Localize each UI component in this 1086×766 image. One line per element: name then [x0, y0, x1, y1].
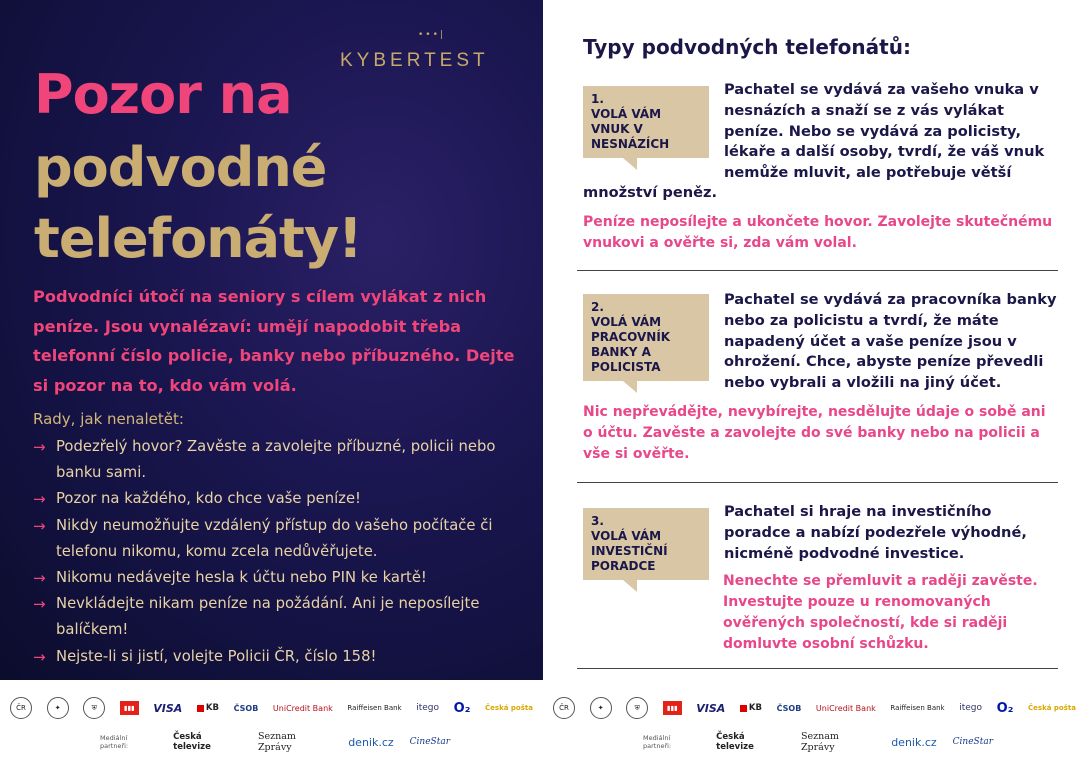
tip-item [33, 434, 523, 486]
right-panel [543, 0, 1086, 680]
partner-logos [553, 694, 1076, 722]
case-1-tag [583, 86, 709, 158]
csob-logo: ČSOB [776, 703, 802, 713]
o2-logo: O₂ [453, 700, 471, 716]
kb-square-icon [197, 705, 204, 712]
ceska-posta-logo: Česká pošta [1028, 704, 1076, 712]
arrow-icon: → [33, 569, 46, 588]
cinestar-logo: CineStar [952, 737, 993, 747]
arrow-icon: → [33, 438, 46, 456]
divider [577, 482, 1058, 483]
kb-logo [740, 696, 762, 720]
media-partners [100, 732, 450, 752]
visa-logo: VISA [696, 701, 726, 715]
tip-item [33, 644, 523, 670]
seznam-logo: Seznam Zprávy [800, 731, 839, 753]
cinestar-logo: CineStar [409, 737, 450, 747]
tip-item [33, 565, 523, 591]
partner-logos [10, 694, 533, 722]
case-2-label: VOLÁ VÁM PRACOVNÍK BANKY A POLICISTA [591, 315, 671, 374]
tip-item [33, 591, 523, 643]
seznam-logo: Seznam Zprávy [257, 731, 296, 753]
tip-item [33, 513, 523, 565]
csob-logo: ČSOB [233, 703, 259, 713]
raiffeisen-logo: Raiffeisen Bank [347, 704, 402, 712]
title-line-2: podvodné [34, 136, 327, 199]
case-3-number: 3. [591, 514, 604, 528]
tips-heading: Rady, jak nenaletět: [33, 410, 184, 428]
case-1-number: 1. [591, 92, 604, 106]
itego-logo: itego [959, 703, 983, 713]
intro-text: Podvodníci útočí na seniory s cílem vylákat z nich peníze. Jsou vynalézaví: umějí napodobit třeba telefonní číslo policie, banky nebo příbuzného. Dejte si pozor na to, kdo vám volá. [33, 287, 515, 395]
tip-text: Nikdy neumožňujte vzdálený přístup do vašeho počítače či telefonu nikomu, komu zcela nedůvěřujete. [56, 516, 493, 560]
media-partners [643, 732, 993, 752]
media-label: Mediální partneři: [100, 734, 129, 750]
cr-logo: ČR [553, 697, 575, 719]
raiffeisen-logo: Raiffeisen Bank [890, 704, 945, 712]
denik-logo: denik.cz [348, 735, 394, 749]
tip-text: Nevkládejte nikam peníze na požádání. Ani je neposílejte balíčkem! [56, 595, 480, 639]
tip-text: Podezřelý hovor? Zavěste a zavolejte příbuzné, policii nebo banku sami. [56, 438, 496, 482]
tips-list [33, 434, 523, 670]
case-3-description: Pachatel si hraje na investičního poradce a nabízí podezřele výhodné, nicméně podvodné investice. [724, 503, 1027, 562]
arrow-icon: → [33, 595, 46, 614]
o2-logo: O₂ [996, 700, 1014, 716]
tip-text: Pozor na každého, kdo chce vaše peníze! [56, 490, 361, 508]
case-1-description-tail: množství peněz. [583, 184, 718, 201]
red-logo: ▮▮▮ [120, 701, 139, 715]
case-1-label: VOLÁ VÁM VNUK V NESNÁZÍCH [591, 107, 670, 151]
arrow-icon: → [33, 516, 46, 535]
divider [577, 270, 1058, 271]
case-3-tag [583, 508, 709, 580]
tip-text: Nejste-li si jistí, volejte Policii ČR, číslo 158! [56, 647, 377, 665]
case-2-description: Pachatel se vydává za pracovníka banky nebo za policistu a tvrdí, že máte napadený účet a vaše peníze jsou v ohrožení. Chce, abyste peníze převedli nebo vybrali a vložili na jiný účet. [724, 291, 1057, 392]
denik-logo: denik.cz [891, 735, 937, 749]
emblem-icon: ✦ [47, 697, 69, 719]
case-1-description: Pachatel se vydává za vašeho vnuka v nesnázích a snaží se z vás vylákat peníze. Nebo se vydává za policisty, lékaře a další osoby, tvrdí, že váš vnuk nemůže mluvit, ale potřebuje větší [724, 81, 1045, 182]
right-title: Typy podvodných telefonátů: [583, 35, 911, 59]
ceska-posta-logo: Česká pošta [485, 704, 533, 712]
kb-logo-text: KB [205, 703, 219, 713]
tip-text: Nikomu nedávejte hesla k účtu nebo PIN ke kartě! [56, 569, 427, 587]
case-3-label: VOLÁ VÁM INVESTIČNÍ PORADCE [591, 529, 668, 573]
ct-logo: Česká televize [173, 732, 211, 752]
case-3-advice: Nenechte se přemluvit a raději zavěste. Investujte pouze u renomovaných ověřených společností, kde si raději domluvte osobní schůzku. [723, 573, 1038, 652]
unicredit-logo: UniCredit Bank [272, 703, 333, 713]
arrow-icon: → [33, 490, 46, 509]
footer-right [543, 680, 1086, 766]
title-line-1: Pozor na [34, 63, 292, 126]
brand-name: KYBERTEST [340, 50, 489, 71]
cr-logo: ČR [10, 697, 32, 719]
title-line-3: telefonáty! [34, 207, 362, 270]
red-logo: ▮▮▮ [663, 701, 682, 715]
brand-decoration: •••| [418, 30, 445, 40]
case-2-advice: Nic nepřevádějte, nevybírejte, nesdělujte údaje o sobě ani o účtu. Zavěste a zavolejte do své banky nebo na policii a vše si ověřte. [583, 404, 1046, 462]
media-label: Mediální partneři: [643, 734, 672, 750]
kb-logo [197, 696, 219, 720]
arrow-icon: → [33, 647, 46, 666]
case-2-number: 2. [591, 300, 604, 314]
unicredit-logo: UniCredit Bank [815, 703, 876, 713]
kb-logo-text: KB [748, 703, 762, 713]
footer-left [0, 680, 543, 766]
ct-logo: Česká televize [716, 732, 754, 752]
tip-item [33, 486, 523, 512]
itego-logo: itego [416, 703, 440, 713]
visa-logo: VISA [153, 701, 183, 715]
left-panel [0, 0, 543, 680]
emblem-icon: ✦ [590, 697, 612, 719]
case-2-tag [583, 294, 709, 381]
case-1-advice: Peníze neposílejte a ukončete hovor. Zavolejte skutečnému vnukovi a ověřte si, zda vám volal. [583, 214, 1053, 251]
shield-icon: ⛨ [626, 697, 648, 719]
shield-icon: ⛨ [83, 697, 105, 719]
divider [577, 668, 1058, 669]
kb-square-icon [740, 705, 747, 712]
